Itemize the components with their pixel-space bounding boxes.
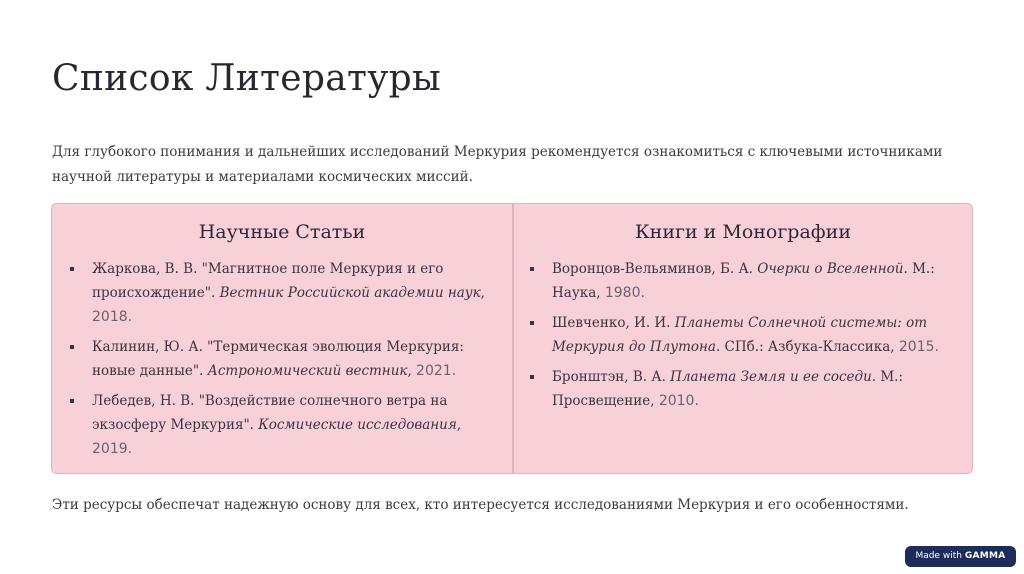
column-divider [512,204,514,473]
reference-lead: Шевченко, И. И. [552,315,671,331]
reference-separator: , [480,285,485,301]
reference-year: 2021. [416,363,457,379]
reference-year: 2010. [658,393,699,409]
reference-lead: Калинин, Ю. А. "Термическая эволюция Меркурия: новые данные". [92,339,464,379]
references-panel [51,203,973,474]
articles-heading: Научные Статьи [198,221,366,243]
list-item [530,311,950,359]
books-heading: Книги и Монографии [634,221,852,243]
reference-year: 1980. [604,285,645,301]
reference-year: 2019. [92,441,133,457]
articles-list [70,257,500,467]
reference-journal: Астрономический вестник [207,363,408,379]
reference-journal: Вестник Российской академии наук [219,285,481,301]
page-title: Список Литературы [52,58,441,99]
reference-title: Очерки о Вселенной [757,261,904,277]
list-item [530,365,950,413]
reference-lead: Жаркова, В. В. "Магнитное поле Меркурия и его происхождение". [92,261,444,301]
reference-year: 2015. [898,339,939,355]
reference-lead: Бронштэн, В. А. [552,369,666,385]
reference-lead: Лебедев, Н. В. "Воздействие солнечного ветра на экзосферу Меркурия". [92,393,448,433]
gamma-logo: GAMMA [964,551,1006,561]
list-item [530,257,950,305]
list-item [70,257,500,329]
made-with-gamma-badge[interactable] [905,546,1016,567]
reference-separator: , [456,417,462,433]
list-item [70,389,500,461]
reference-title: Планеты Солнечной системы: от Меркурия до Плутона [552,315,928,355]
closing-paragraph: Эти ресурсы обеспечат надежную основу для всех, кто интересуется исследованиями Меркурия и его особенностями. [52,497,909,513]
intro-paragraph: Для глубокого понимания и дальнейших исследований Меркурия рекомендуется ознакомиться с ключевыми источниками научной литературы и материалами космических миссий. [52,144,943,185]
reference-journal: Космические исследования [258,417,457,433]
reference-separator: , [407,363,412,379]
reference-title: Планета Земля и ее соседи [670,369,872,385]
reference-year: 2018. [92,309,133,325]
badge-prefix: Made with [915,551,962,561]
reference-publisher: . М.: Наука, [552,261,935,301]
books-list [530,257,950,419]
reference-lead: Воронцов-Вельяминов, Б. А. [552,261,753,277]
list-item [70,335,500,383]
reference-publisher: . М.: Просвещение, [552,369,904,409]
reference-publisher: . СПб.: Азбука-Классика, [715,339,895,355]
